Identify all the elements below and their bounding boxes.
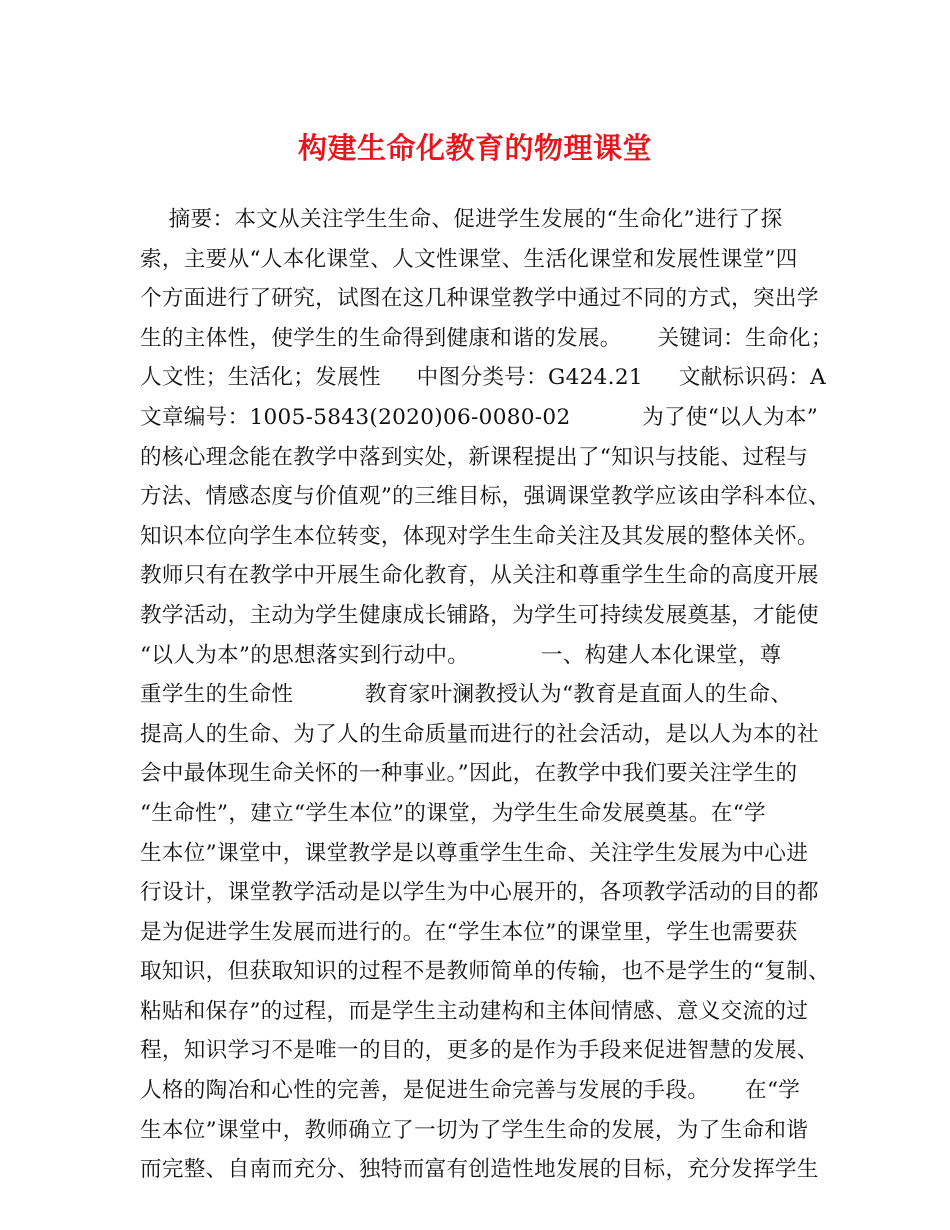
- body-line: 索，主要从“人本化课堂、人文性课堂、生活化课堂和发展性课堂”四: [140, 246, 798, 272]
- body-line: “生命性”，建立“学生本位”的课堂，为学生生命发展奠基。在“学: [140, 800, 766, 826]
- body-line: 教师只有在教学中开展生命化教育，从关注和尊重学生生命的高度开展: [140, 563, 819, 589]
- body-line: 程，知识学习不是唯一的目的，更多的是作为手段来促进智慧的发展、: [140, 1038, 819, 1064]
- body-line: 生本位”课堂中，教师确立了一切为了学生生命的发展，为了生命和谐: [140, 1117, 809, 1143]
- body-line: 知识本位向学生本位转变，体现对学生生命关注及其发展的整体关怀。: [140, 523, 819, 549]
- body-line: 教学活动，主动为学生健康成长铺路，为学生可持续发展奠基，才能使: [140, 602, 819, 628]
- body-line: “以人为本”的思想落实到行动中。 一、构建人本化课堂，尊: [140, 642, 782, 668]
- body-line: 行设计，课堂教学活动是以学生为中心展开的，各项教学活动的目的都: [140, 880, 819, 906]
- body-line: 会中最体现生命关怀的一种事业。”因此，在教学中我们要关注学生的: [140, 761, 798, 787]
- body-line: 人格的陶冶和心性的完善，是促进生命完善与发展的手段。 在“学: [140, 1078, 801, 1104]
- body-line: 个方面进行了研究，试图在这几种课堂教学中通过不同的方式，突出学: [140, 286, 819, 312]
- document-body: [140, 200, 833, 1190]
- body-line: 生本位”课堂中，课堂教学是以尊重学生生命、关注学生发展为中心进: [140, 840, 809, 866]
- body-line: 取知识，但获取知识的过程不是教师简单的传输，也不是学生的“复制、: [140, 959, 831, 985]
- body-line: 粘贴和保存”的过程，而是学生主动建构和主体间情感、意义交流的过: [140, 998, 809, 1024]
- body-line: 提高人的生命、为了人的生命质量而进行的社会活动，是以人为本的社: [140, 721, 819, 747]
- body-line: 文章编号：1005-5843(2020)06-0080-02 为了使“以人为本”: [140, 404, 819, 430]
- body-line: 方法、情感态度与价值观”的三维目标，强调课堂教学应该由学科本位、: [140, 484, 831, 510]
- body-line: 重学生的生命性 教育家叶澜教授认为“教育是直面人的生命、: [140, 682, 793, 708]
- body-line: 而完整、自南而充分、独特而富有创造性地发展的目标，充分发挥学生: [140, 1157, 819, 1183]
- body-line: 生的主体性，使学生的生命得到健康和谐的发展。 关键词：生命化；: [140, 325, 833, 351]
- document-title: 构建生命化教育的物理课堂: [297, 131, 652, 165]
- body-line: 的核心理念能在教学中落到实处，新课程提出了“知识与技能、过程与: [140, 444, 809, 470]
- body-line: 是为促进学生发展而进行的。在“学生本位”的课堂里，学生也需要获: [140, 919, 798, 945]
- body-line: 摘要：本文从关注学生生命、促进学生发展的“生命化”进行了探: [140, 207, 783, 232]
- body-line: 人文性；生活化；发展性 中图分类号：G424.21 文献标识码：A: [140, 365, 826, 391]
